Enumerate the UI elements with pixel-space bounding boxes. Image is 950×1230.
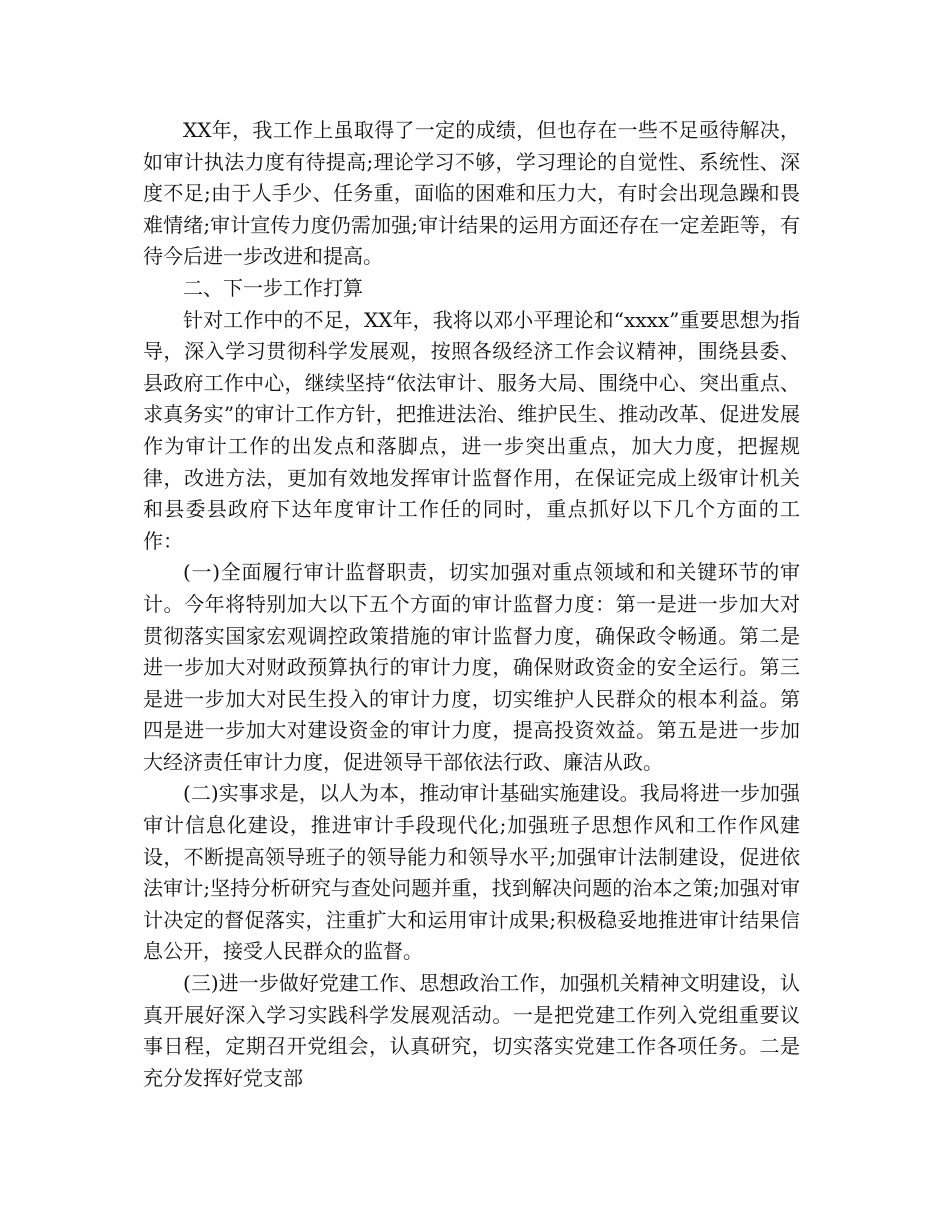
paragraph-item-3: (三)进一步做好党建工作、思想政治工作，加强机关精神文明建设，认真开展好深入学习实践科学发展观活动。一是把党建工作列入党组重要议事日程，定期召开党组会，认真研究，切实落实党建工作各项任务。二是充分发挥好党支部 [143,971,800,1090]
section-heading-next-steps: 二、下一步工作打算 [183,275,363,300]
paragraph-work-plan: 针对工作中的不足，XX年，我将以邓小平理论和“xxxx”重要思想为指导，深入学习贯彻科学发展观，按照各级经济工作会议精神，围绕县委、县政府工作中心，继续坚持“依法审计、服务大局、围绕中心、突出重点、求真务实”的审计工作方针，把推进法治、维护民生、推动改革、促进发展作为审计工作的出发点和落脚点，进一步突出重点，加大力度，把握规律，改进方法，更加有效地发挥审计监督作用，在保证完成上级审计机关和县委县政府下达年度审计工作任的同时，重点抓好以下几个方面的工作： [143,307,800,553]
paragraph-item-2: (二)实事求是，以人为本，推动审计基础实施建设。我局将进一步加强审计信息化建设，推进审计手段现代化;加强班子思想作风和工作作风建设，不断提高领导班子的领导能力和领导水平;加强审计法制建设，促进依法审计;坚持分析研究与查处问题并重，找到解决问题的治本之策;加强对审计决定的督促落实，注重扩大和运用审计成果;积极稳妥地推进审计结果信息公开，接受人民群众的监督。 [143,781,800,964]
paragraph-item-1: (一)全面履行审计监督职责，切实加强对重点领域和和关键环节的审计。今年将特别加大以下五个方面的审计监督力度：第一是进一步加大对贯彻落实国家宏观调控政策措施的审计监督力度，确保政令畅通。第二是进一步加大对财政预算执行的审计力度，确保财政资金的安全运行。第三是进一步加大对民生投入的审计力度，切实维护人民群众的根本利益。第四是进一步加大对建设资金的审计力度，提高投资效益。第五是进一步加大经济责任审计力度，促进领导干部依法行政、廉洁从政。 [143,560,800,774]
paragraph-shortcomings: XX年，我工作上虽取得了一定的成绩，但也存在一些不足亟待解决，如审计执法力度有待提高;理论学习不够，学习理论的自觉性、系统性、深度不足;由于人手少、任务重，面临的困难和压力大，有时会出现急躁和畏难情绪;审计宣传力度仍需加强;审计结果的运用方面还存在一定差距等，有待今后进一步改进和提高。 [143,118,800,269]
